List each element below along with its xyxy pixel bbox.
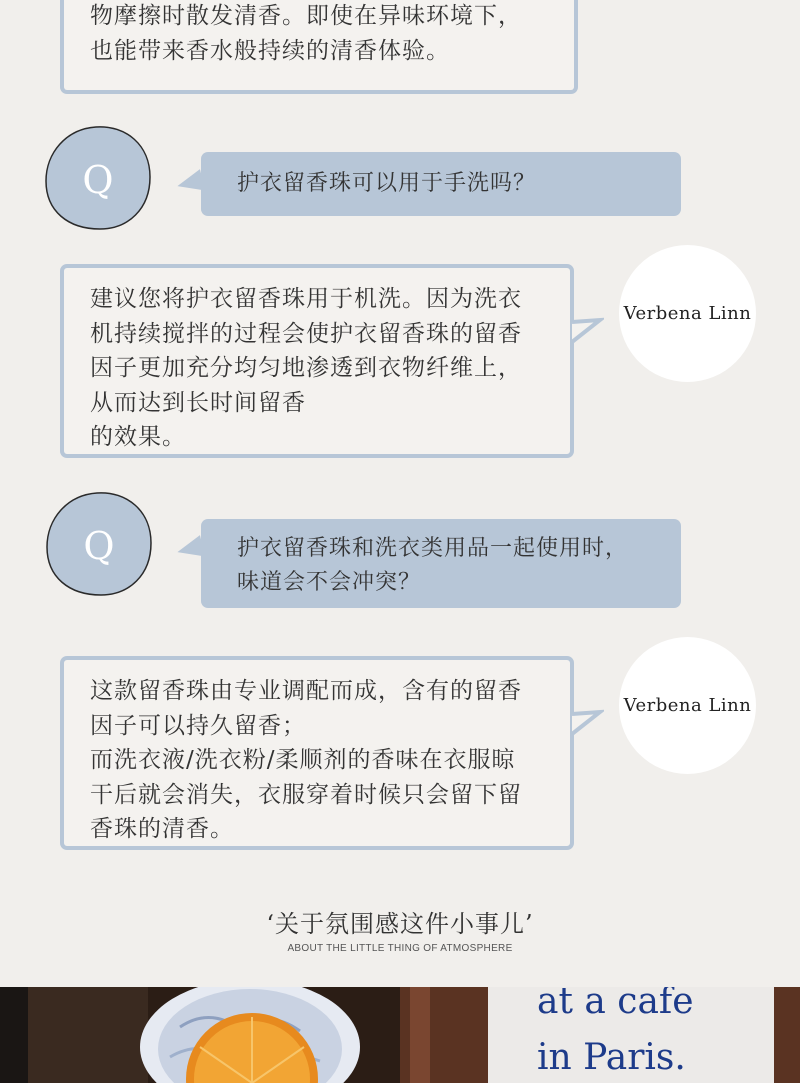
intro-answer-line: 也能带来香水般持续的清香体验。 xyxy=(90,37,450,64)
section-title: ‘关于氛围感这件小事儿’ xyxy=(266,910,534,938)
cafe-photo-art xyxy=(0,987,800,1083)
question-line: 护衣留香珠可以用于手洗吗？ xyxy=(237,171,537,196)
question-badge-label: Q xyxy=(82,158,114,202)
answer-line: 香珠的清香。 xyxy=(90,816,234,842)
question-line: 味道会不会冲突？ xyxy=(237,570,422,595)
answer-box xyxy=(60,264,574,458)
section-subtitle: ABOUT THE LITTLE THING OF ATMOSPHERE xyxy=(287,943,513,954)
answer-line: 从而达到长时间留香 xyxy=(90,389,306,416)
answer-line: 因子更加充分均匀地渗透到衣物纤维上， xyxy=(90,355,522,381)
answer-line: 而洗衣液/洗衣粉/柔顺剂的香味在衣服晾 xyxy=(90,747,516,773)
question-badge-label: Q xyxy=(83,524,115,568)
answer-box xyxy=(60,656,574,850)
answer-line: 干后就会消失，衣服穿着时候只会留下留 xyxy=(90,781,522,808)
brand-logo xyxy=(619,245,756,382)
question-line: 护衣留香珠和洗衣类用品一起使用时， xyxy=(237,536,629,561)
intro-answer-line: 物摩擦时散发清香。即使在异味环境下， xyxy=(90,3,522,29)
sign-line: in Paris. xyxy=(537,1037,686,1078)
question-bubble xyxy=(201,519,681,608)
brand-logo-text: Verbena Linn xyxy=(623,303,752,324)
answer-line: 建议您将护衣留香珠用于机洗。因为洗衣 xyxy=(90,286,522,312)
question-badge xyxy=(45,491,153,597)
answer-line: 的效果。 xyxy=(90,424,186,450)
answer-line: 因子可以持久留香； xyxy=(90,712,306,739)
brand-logo xyxy=(619,637,756,774)
cafe-photo xyxy=(0,987,800,1083)
question-badge xyxy=(44,125,152,231)
answer-line: 这款留香珠由专业调配而成，含有的留香 xyxy=(90,678,522,704)
answer-line: 机持续搅拌的过程会使护衣留香珠的留香 xyxy=(90,320,522,347)
answer-bubble-tail xyxy=(570,708,604,742)
sign-line: at a cafe xyxy=(537,987,694,1022)
intro-answer-box xyxy=(60,0,578,94)
answer-bubble-tail xyxy=(570,316,604,350)
question-bubble xyxy=(201,152,681,216)
brand-logo-text: Verbena Linn xyxy=(623,695,752,716)
